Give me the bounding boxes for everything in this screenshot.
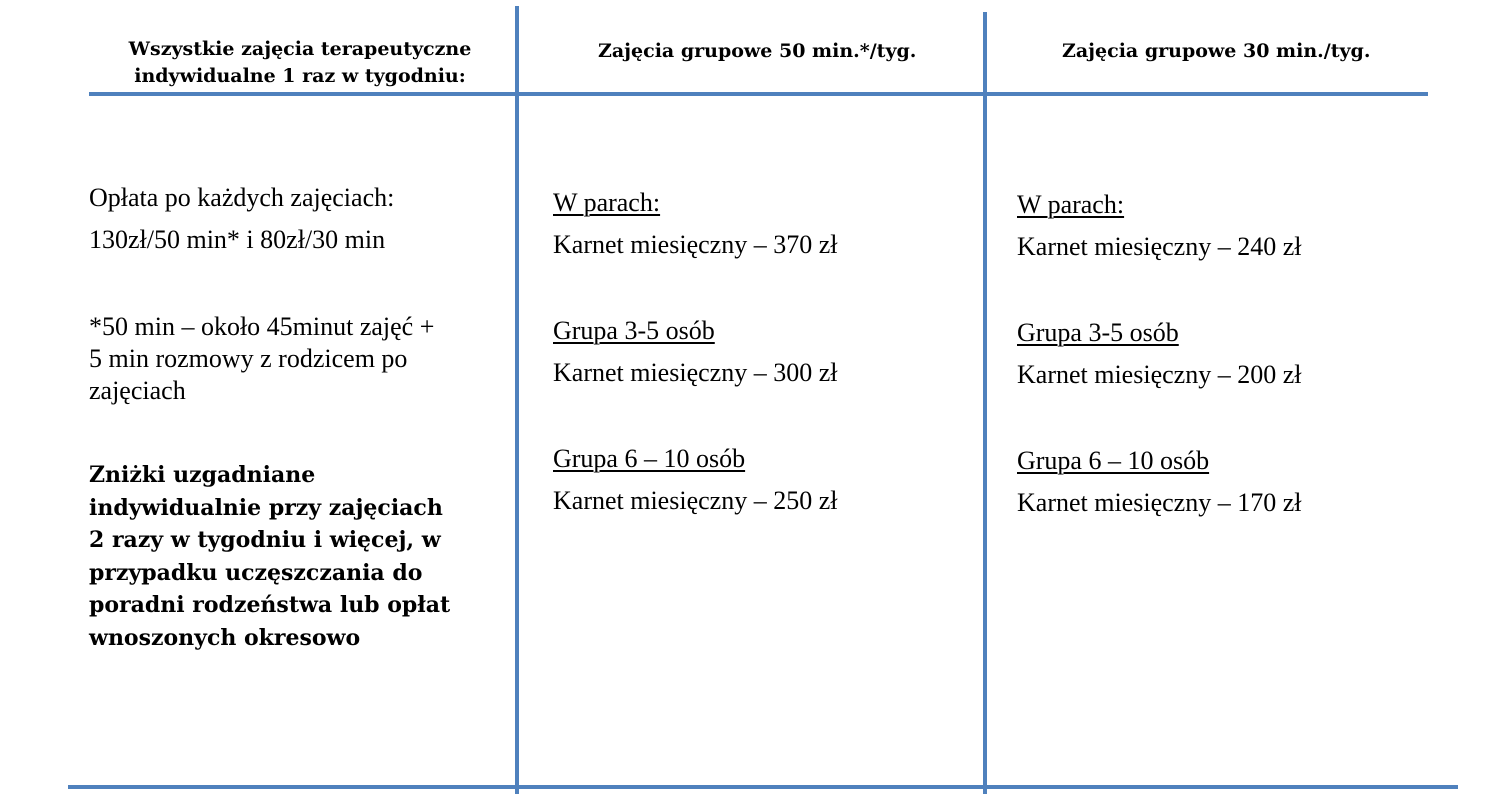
- header-rule-right: [517, 92, 1428, 96]
- col3-group-price: Karnet miesięczny – 170 zł: [1017, 488, 1302, 517]
- col3-group-pairs: [1017, 184, 1301, 268]
- col2-group-pairs: [553, 182, 837, 266]
- col3-group-3-5: [1017, 312, 1301, 396]
- col2-group-price: Karnet miesięczny – 300 zł: [553, 358, 838, 387]
- discount-line-3: 2 razy w tygodniu i więcej, w: [89, 527, 441, 554]
- col2-group-label: Grupa 3-5 osób: [553, 316, 715, 345]
- header-col3: Zajęcia grupowe 30 min./tyg.: [1062, 40, 1371, 62]
- discount-line-2: indywidualnie przy zajęciach: [89, 494, 443, 521]
- col3-group-price: Karnet miesięczny – 240 zł: [1017, 232, 1302, 261]
- col3-group-label: Grupa 6 – 10 osób: [1017, 446, 1210, 475]
- discount-line-6: wnoszonych okresowo: [89, 624, 361, 651]
- discount-line-1: Zniżki uzgadniane: [89, 462, 316, 488]
- col3-group-label: W parach:: [1017, 190, 1125, 219]
- col2-group-6-10: [553, 438, 837, 522]
- col2-group-label: Grupa 6 – 10 osób: [553, 444, 746, 473]
- header-rule-left: [89, 92, 517, 96]
- header-col1-line2: indywidualne 1 raz w tygodniu:: [134, 65, 466, 87]
- col3-group-price: Karnet miesięczny – 200 zł: [1017, 360, 1302, 389]
- header-col2: Zajęcia grupowe 50 min.*/tyg.: [598, 40, 917, 62]
- fee-line-1: Opłata po każdych zajęciach:: [89, 183, 395, 212]
- footnote-line-3: zajęciach: [89, 376, 186, 405]
- footnote-line-1: *50 min – około 45minut zajęć +: [89, 312, 435, 341]
- column-divider-2: [983, 12, 987, 794]
- bottom-rule: [68, 785, 1458, 789]
- header-col1-line1: Wszystkie zajęcia terapeutyczne: [128, 38, 472, 60]
- col3-group-6-10: [1017, 440, 1301, 524]
- discount-line-5: poradni rodzeństwa lub opłat: [89, 592, 451, 619]
- col3-group-label: Grupa 3-5 osób: [1017, 318, 1179, 347]
- fee-line-2: 130zł/50 min* i 80zł/30 min: [89, 225, 386, 254]
- header-col1: [100, 36, 500, 90]
- col2-group-label: W parach:: [553, 188, 661, 217]
- fee-info: [89, 177, 394, 261]
- footnote-line-2: 5 min rozmowy z rodzicem po: [89, 344, 408, 373]
- footnote: [89, 311, 434, 407]
- col2-group-price: Karnet miesięczny – 370 zł: [553, 230, 838, 259]
- discount-line-4: przypadku uczęszczania do: [89, 559, 423, 586]
- col2-group-3-5: [553, 310, 837, 394]
- col2-group-price: Karnet miesięczny – 250 zł: [553, 486, 838, 515]
- column-divider-1: [515, 6, 519, 794]
- discount-note: [89, 459, 450, 655]
